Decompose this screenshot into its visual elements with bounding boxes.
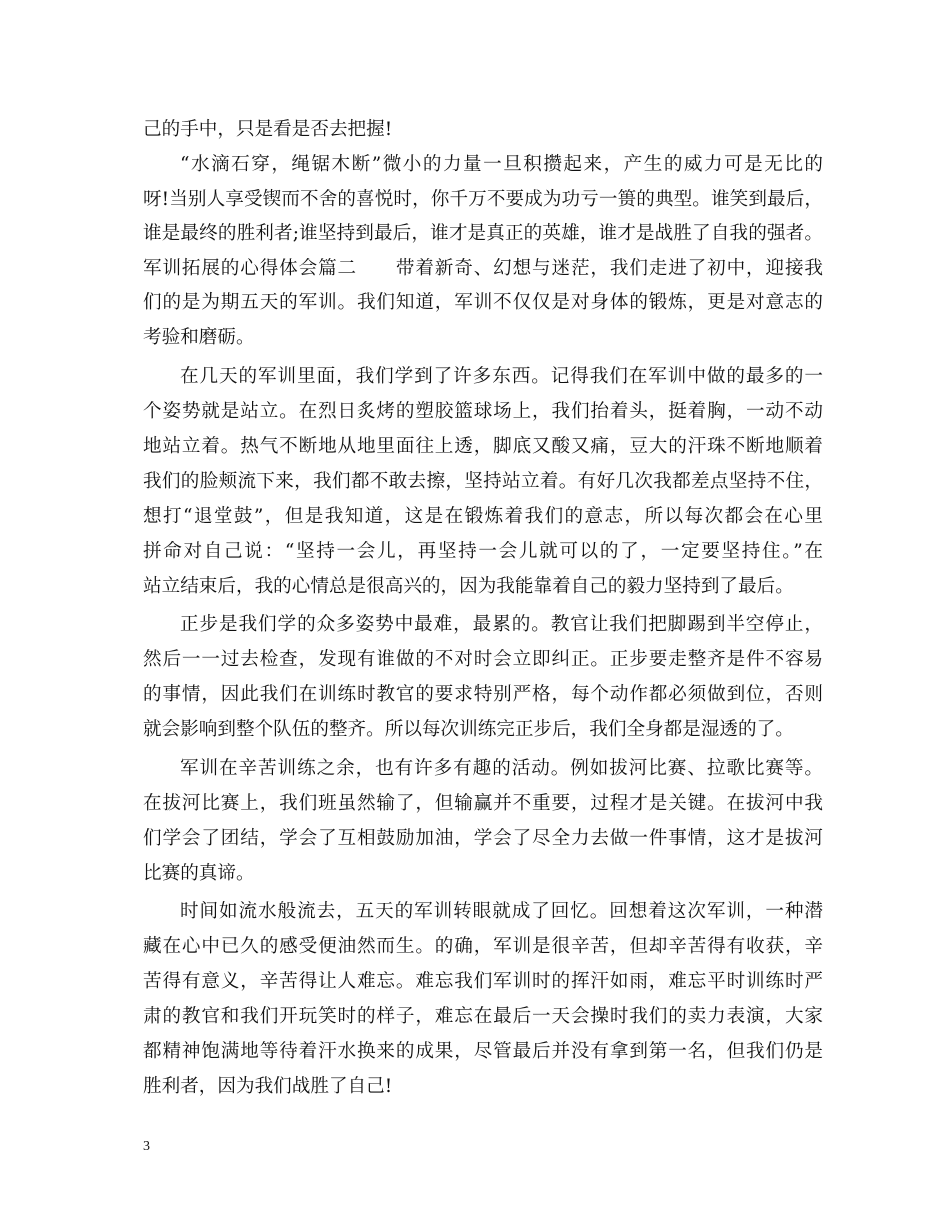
text-line: “水滴石穿，绳锯木断”微小的力量一旦积攒起来，产生的威力可是无比的 — [180, 154, 823, 175]
text-line: 地站立着。热气不断地从地里面往上透，脚底又酸又痛，豆大的汗珠不断地顺着 — [143, 436, 823, 457]
text-line: 想打“退堂鼓”，但是我知道，这是在锻炼着我们的意志，所以每次都会在心里 — [143, 506, 823, 527]
text-line: 军训拓展的心得体会篇二 带着新奇、幻想与迷茫，我们走进了初中，迎接我 — [143, 258, 823, 279]
text-line: 正步是我们学的众多姿势中最难，最累的。教官让我们把脚踢到半空停止， — [180, 614, 823, 635]
text-line: 呀!当别人享受锲而不舍的喜悦时，你千万不要成为功亏一篑的典型。谁笑到最后， — [143, 189, 823, 210]
text-line: 个姿势就是站立。在烈日炙烤的塑胶篮球场上，我们抬着头，挺着胸，一动不动 — [143, 401, 823, 422]
text-line: 苦得有意义，辛苦得让人难忘。难忘我们军训时的挥汗如雨，难忘平时训练时严 — [143, 971, 823, 992]
text-line: 拼命对自己说：“坚持一会儿，再坚持一会儿就可以的了，一定要坚持住。”在 — [143, 541, 823, 562]
text-line: 在拔河比赛上，我们班虽然输了，但输赢并不重要，过程才是关键。在拔河中我 — [143, 793, 823, 814]
text-line: 就会影响到整个队伍的整齐。所以每次训练完正步后，我们全身都是湿透的了。 — [143, 719, 794, 740]
text-line: 考验和磨砺。 — [143, 327, 255, 348]
text-line: 都精神饱满地等待着汗水换来的成果，尽管最后并没有拿到第一名，但我们仍是 — [143, 1041, 823, 1062]
page-number: 3 — [143, 1139, 150, 1154]
text-line: 胜利者，因为我们战胜了自己! — [143, 1076, 393, 1097]
text-line: 肃的教官和我们开玩笑时的样子，难忘在最后一天会操时我们的卖力表演，大家 — [143, 1006, 823, 1027]
text-line: 我们的脸颊流下来，我们都不敢去擦，坚持站立着。有好几次我都差点坚持不住， — [143, 471, 823, 492]
text-line: 比赛的真谛。 — [143, 863, 255, 884]
text-line: 藏在心中已久的感受便油然而生。的确，军训是很辛苦，但却辛苦得有收获，辛 — [143, 936, 823, 957]
text-line: 己的手中，只是看是否去把握! — [143, 119, 393, 140]
text-line: 时间如流水般流去，五天的军训转眼就成了回忆。回想着这次军训，一种潜 — [180, 901, 823, 922]
text-line: 们的是为期五天的军训。我们知道，军训不仅仅是对身体的锻炼，更是对意志的 — [143, 292, 823, 313]
text-line: 站立结束后，我的心情总是很高兴的，因为我能靠着自己的毅力坚持到了最后。 — [143, 576, 794, 597]
text-line: 军训在辛苦训练之余，也有许多有趣的活动。例如拔河比赛、拉歌比赛等。 — [180, 758, 823, 779]
text-line: 的事情，因此我们在训练时教官的要求特别严格，每个动作都必须做到位，否则 — [143, 684, 823, 705]
text-line: 在几天的军训里面，我们学到了许多东西。记得我们在军训中做的最多的一 — [180, 366, 823, 387]
text-line: 们学会了团结，学会了互相鼓励加油，学会了尽全力去做一件事情，这才是拔河 — [143, 828, 823, 849]
text-line: 谁是最终的胜利者;谁坚持到最后，谁才是真正的英雄，谁才是战胜了自我的强者。 — [143, 223, 823, 244]
text-line: 然后一一过去检查，发现有谁做的不对时会立即纠正。正步要走整齐是件不容易 — [143, 649, 823, 670]
